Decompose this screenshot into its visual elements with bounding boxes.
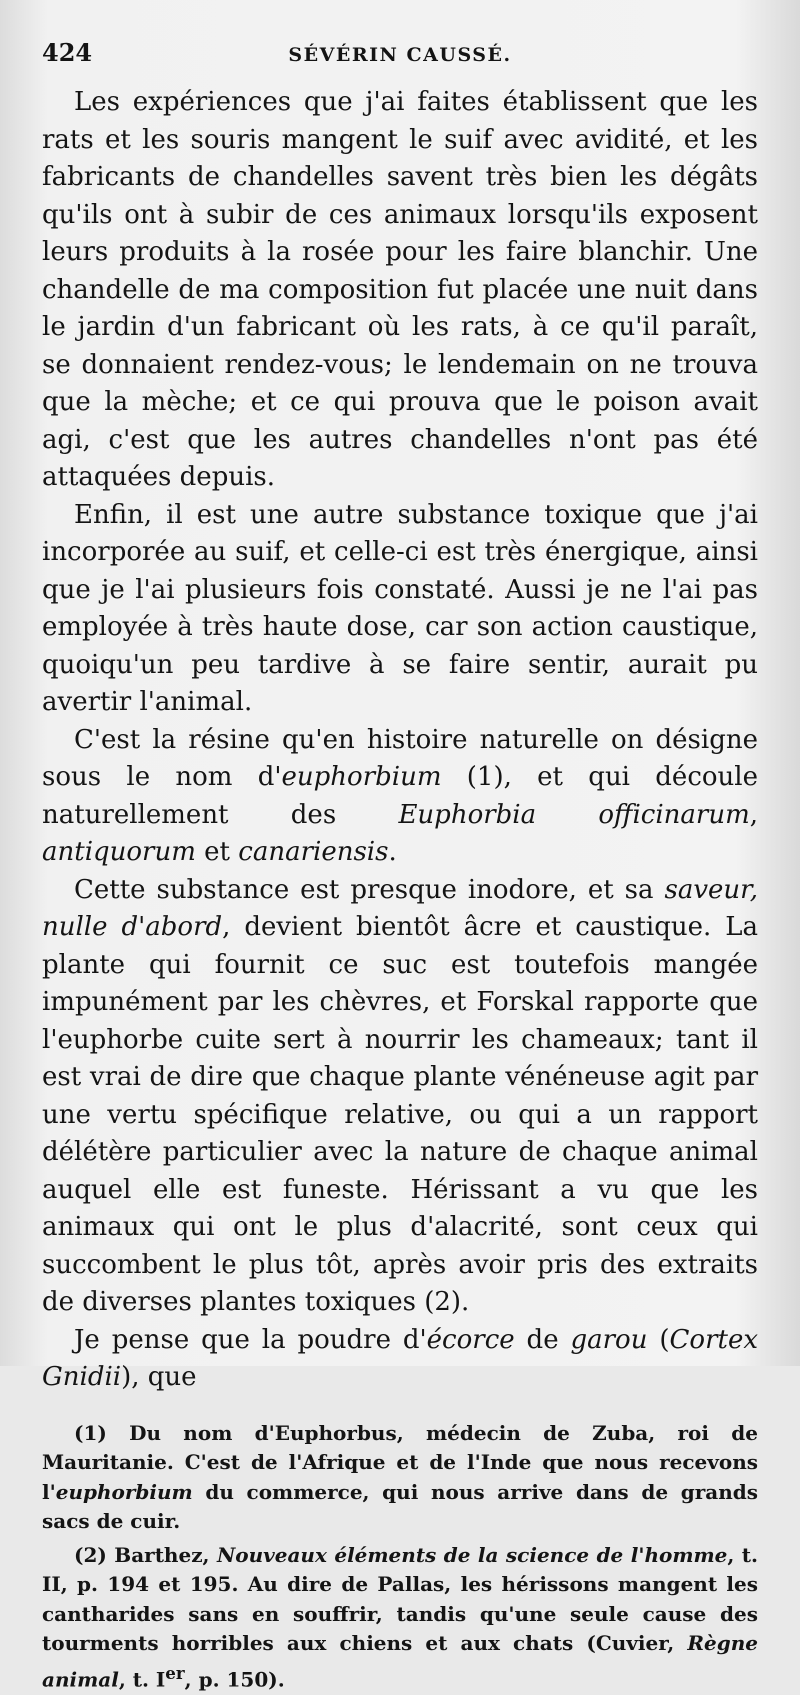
footnote-2-text-a: (2) Barthez, bbox=[74, 1542, 217, 1567]
footnotes bbox=[42, 1419, 758, 1695]
footnote-1-text-b: du commerce, qui nous arrive dans de grands sacs de cuir. bbox=[42, 1479, 758, 1533]
species-1: Euphorbia officinarum bbox=[398, 799, 750, 830]
paragraph-3-text-b: (1), et qui découle naturellement des bbox=[42, 762, 758, 830]
species-2: antiquorum bbox=[42, 837, 196, 867]
paragraph-1-text: que les rats et les souris mangent le suif avec avidité, et les fabricants de chandelles savent très bien les dégâts qu'ils ont à subir de ces animaux lorsqu'ils exposent leurs produits à la rosée pour les faire blanchir. Une chandelle de ma composition fut placée une nuit dans le jardin d'un fabricant où les rats, à ce qu'il paraît, se donnaient rendez-vous; le lendemain on ne trouva que la mèche; et ce qui prouva que le poison avait agi, c'est que les autres chandelles n'ont pas été attaquées depuis. bbox=[42, 87, 759, 492]
footnote-2-work-title: Règne animal bbox=[42, 1631, 758, 1692]
paragraph-5 bbox=[42, 1322, 758, 1397]
paragraph-5-emphasis-1: écorce bbox=[426, 1324, 515, 1355]
paragraph-4-text-a: Cette substance est presque inodore, et sa bbox=[74, 874, 665, 905]
paragraph-2: Enfin, il est une autre substance toxique que j'ai incorporée au suif, et celle-ci est très énergique, ainsi que je l'ai plusieurs fois constaté. Aussi je ne l'ai pas employée à très haute dose, car son action caustique, quoiqu'un peu tardive à se faire sentir, aurait pu avertir l'animal. bbox=[42, 499, 758, 717]
paragraph-1-lead: Les expériences que j'ai faites établissent bbox=[74, 87, 660, 117]
footnote-1 bbox=[42, 1419, 758, 1537]
footnote-1-text-a: (1) Du nom d'Euphorbus, médecin de Zuba, roi de Mauritanie. C'est de l'Afrique et de l'Inde que nous recevons l' bbox=[42, 1420, 758, 1504]
footnote-2-text-c: , t. I bbox=[118, 1667, 166, 1692]
paragraph-3-text-e: . bbox=[388, 837, 397, 867]
paragraph-3-text-a: C'est la résine qu'en histoire naturelle on désigne sous le nom d' bbox=[42, 724, 758, 792]
paragraph-5-emphasis-3: Cortex Gnidii bbox=[42, 1324, 758, 1392]
footnote-2 bbox=[42, 1541, 758, 1695]
page-number: 424 bbox=[42, 38, 93, 67]
paragraph-5-emphasis-2: garou bbox=[570, 1324, 648, 1355]
footnote-2-text-d: , p. 150). bbox=[184, 1667, 285, 1692]
paragraph-3-text-c: , bbox=[749, 799, 758, 830]
paragraph-5-text-a: Je pense que la poudre d' bbox=[74, 1324, 427, 1355]
paragraph-4-text-b: , devient bientôt âcre et caustique. La plante qui fournit ce suc est toutefois mangée impunément par les chèvres, et Forskal rapporte que l'euphorbe cuite sert à nourrir les chameaux; tant il est vrai de dire que chaque plante vénéneuse agit par une vertu spécifique relative, ou qui a un rapport délétère particulier avec la nature de chaque animal auquel elle est funeste. Hérissant a vu que les animaux qui ont le plus d'alacrité, sont ceux qui succombent le plus tôt, après avoir pris des extraits de diverses plantes toxiques (2). bbox=[42, 912, 758, 1317]
paragraph-5-text-c: ( bbox=[647, 1324, 670, 1355]
running-head: SÉVÉRIN CAUSSÉ. bbox=[288, 44, 512, 66]
paragraph-5-text-b: de bbox=[514, 1324, 571, 1355]
paragraph-1 bbox=[42, 84, 758, 497]
footnote-2-text-b: , t. II, p. 194 et 195. Au dire de Pallas, les hérissons mangent les cantharides sans en souffrir, tandis qu'une seule cause des tourments horribles aux chiens et aux chats (Cuvier, bbox=[42, 1542, 758, 1655]
paragraph-4-emphasis: saveur, nulle d'abord bbox=[42, 874, 758, 942]
paragraph-5-text-d: ), que bbox=[121, 1362, 197, 1392]
paragraph-3 bbox=[42, 722, 758, 872]
body-text bbox=[42, 84, 758, 1397]
footnote-2-superscript: er bbox=[165, 1662, 185, 1683]
paragraph-4 bbox=[42, 872, 758, 1322]
footnote-1-emphasis: euphorbium bbox=[55, 1479, 193, 1504]
paragraph-3-text-d: et bbox=[195, 837, 239, 867]
species-3: canariensis bbox=[238, 837, 389, 867]
term-euphorbium: euphorbium bbox=[281, 762, 442, 792]
footnote-2-book-title: Nouveaux éléments de la science de l'homme bbox=[216, 1542, 728, 1567]
page-header bbox=[42, 38, 758, 84]
